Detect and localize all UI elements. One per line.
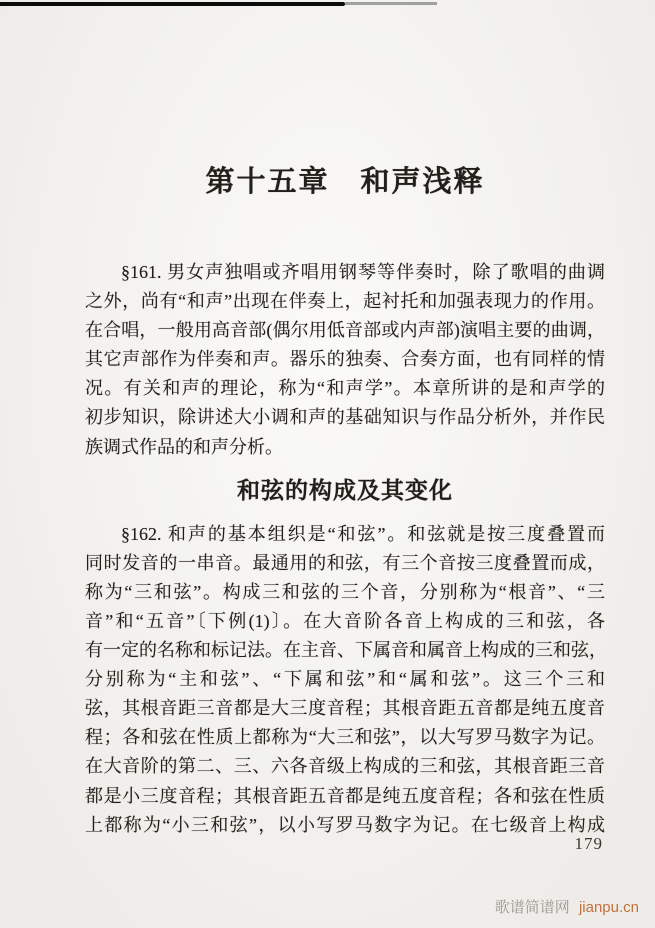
text-line: 在大音阶的第二、三、六各音级上构成的三和弦，其根音距三音 [85, 756, 605, 777]
text-line: §162. 和声的基本组织是“和弦”。和弦就是按三度叠置而 [121, 523, 605, 544]
text-line: 都是小三度音程；其根音距五音都是纯五度音程；各和弦在性质 [85, 785, 605, 806]
text-line: 其它声部作为伴奏和声。器乐的独奏、合奏方面，也有同样的情 [85, 349, 605, 370]
watermark [495, 896, 639, 917]
page-content [85, 0, 605, 840]
paragraph-161 [85, 258, 605, 462]
text-line: 程；各和弦在性质上都称为“大三和弦”，以大写罗马数字为记。 [85, 727, 605, 748]
paragraph-162 [85, 520, 605, 840]
watermark-site-name: 歌谱简谱网 [494, 899, 570, 916]
page-number: 179 [574, 834, 603, 853]
text-line: 有一定的名称和标记法。在主音、下属音和属音上构成的三和弦， [85, 640, 607, 661]
text-line: 称为“三和弦”。构成三和弦的三个音，分别称为“根音”、“三 [85, 581, 605, 602]
text-line: 族调式作品的和声分析。 [85, 436, 283, 457]
text-line: §161. 男女声独唱或齐唱用钢琴等伴奏时，除了歌唱的曲调 [121, 262, 605, 282]
text-line: 在合唱，一般用高音部(偶尔用低音部或内声部)演唱主要的曲调， [85, 320, 605, 341]
section-heading: 和弦的构成及其变化 [237, 477, 453, 503]
text-line: 弦，其根音距三音都是大三度音程；其根音距五音都是纯五度音 [85, 698, 605, 719]
watermark-site-url: jianpu.cn [578, 899, 639, 916]
text-line: 况。有关和声的理论，称为“和声学”。本章所讲的是和声学的 [85, 378, 605, 399]
chapter-title: 第十五章 和声浅释 [205, 166, 485, 198]
text-line: 之外，尚有“和声”出现在伴奏上，起衬托和加强表现力的作用。 [85, 291, 605, 312]
text-line: 同时发音的一串音。最通用的和弦，有三个音按三度叠置而成， [85, 552, 605, 573]
text-line: 上都称为“小三和弦”，以小写罗马数字为记。在七级音上构成 [85, 814, 605, 835]
text-line: 初步知识，除讲述大小调和声的基础知识与作品分析外，并作民 [85, 407, 605, 428]
text-line: 音”和“五音”〔下例(1)〕。在大音阶各音上构成的三和弦，各 [85, 610, 605, 631]
text-line: 分别称为“主和弦”、“下属和弦”和“属和弦”。这三个三和 [85, 669, 605, 690]
